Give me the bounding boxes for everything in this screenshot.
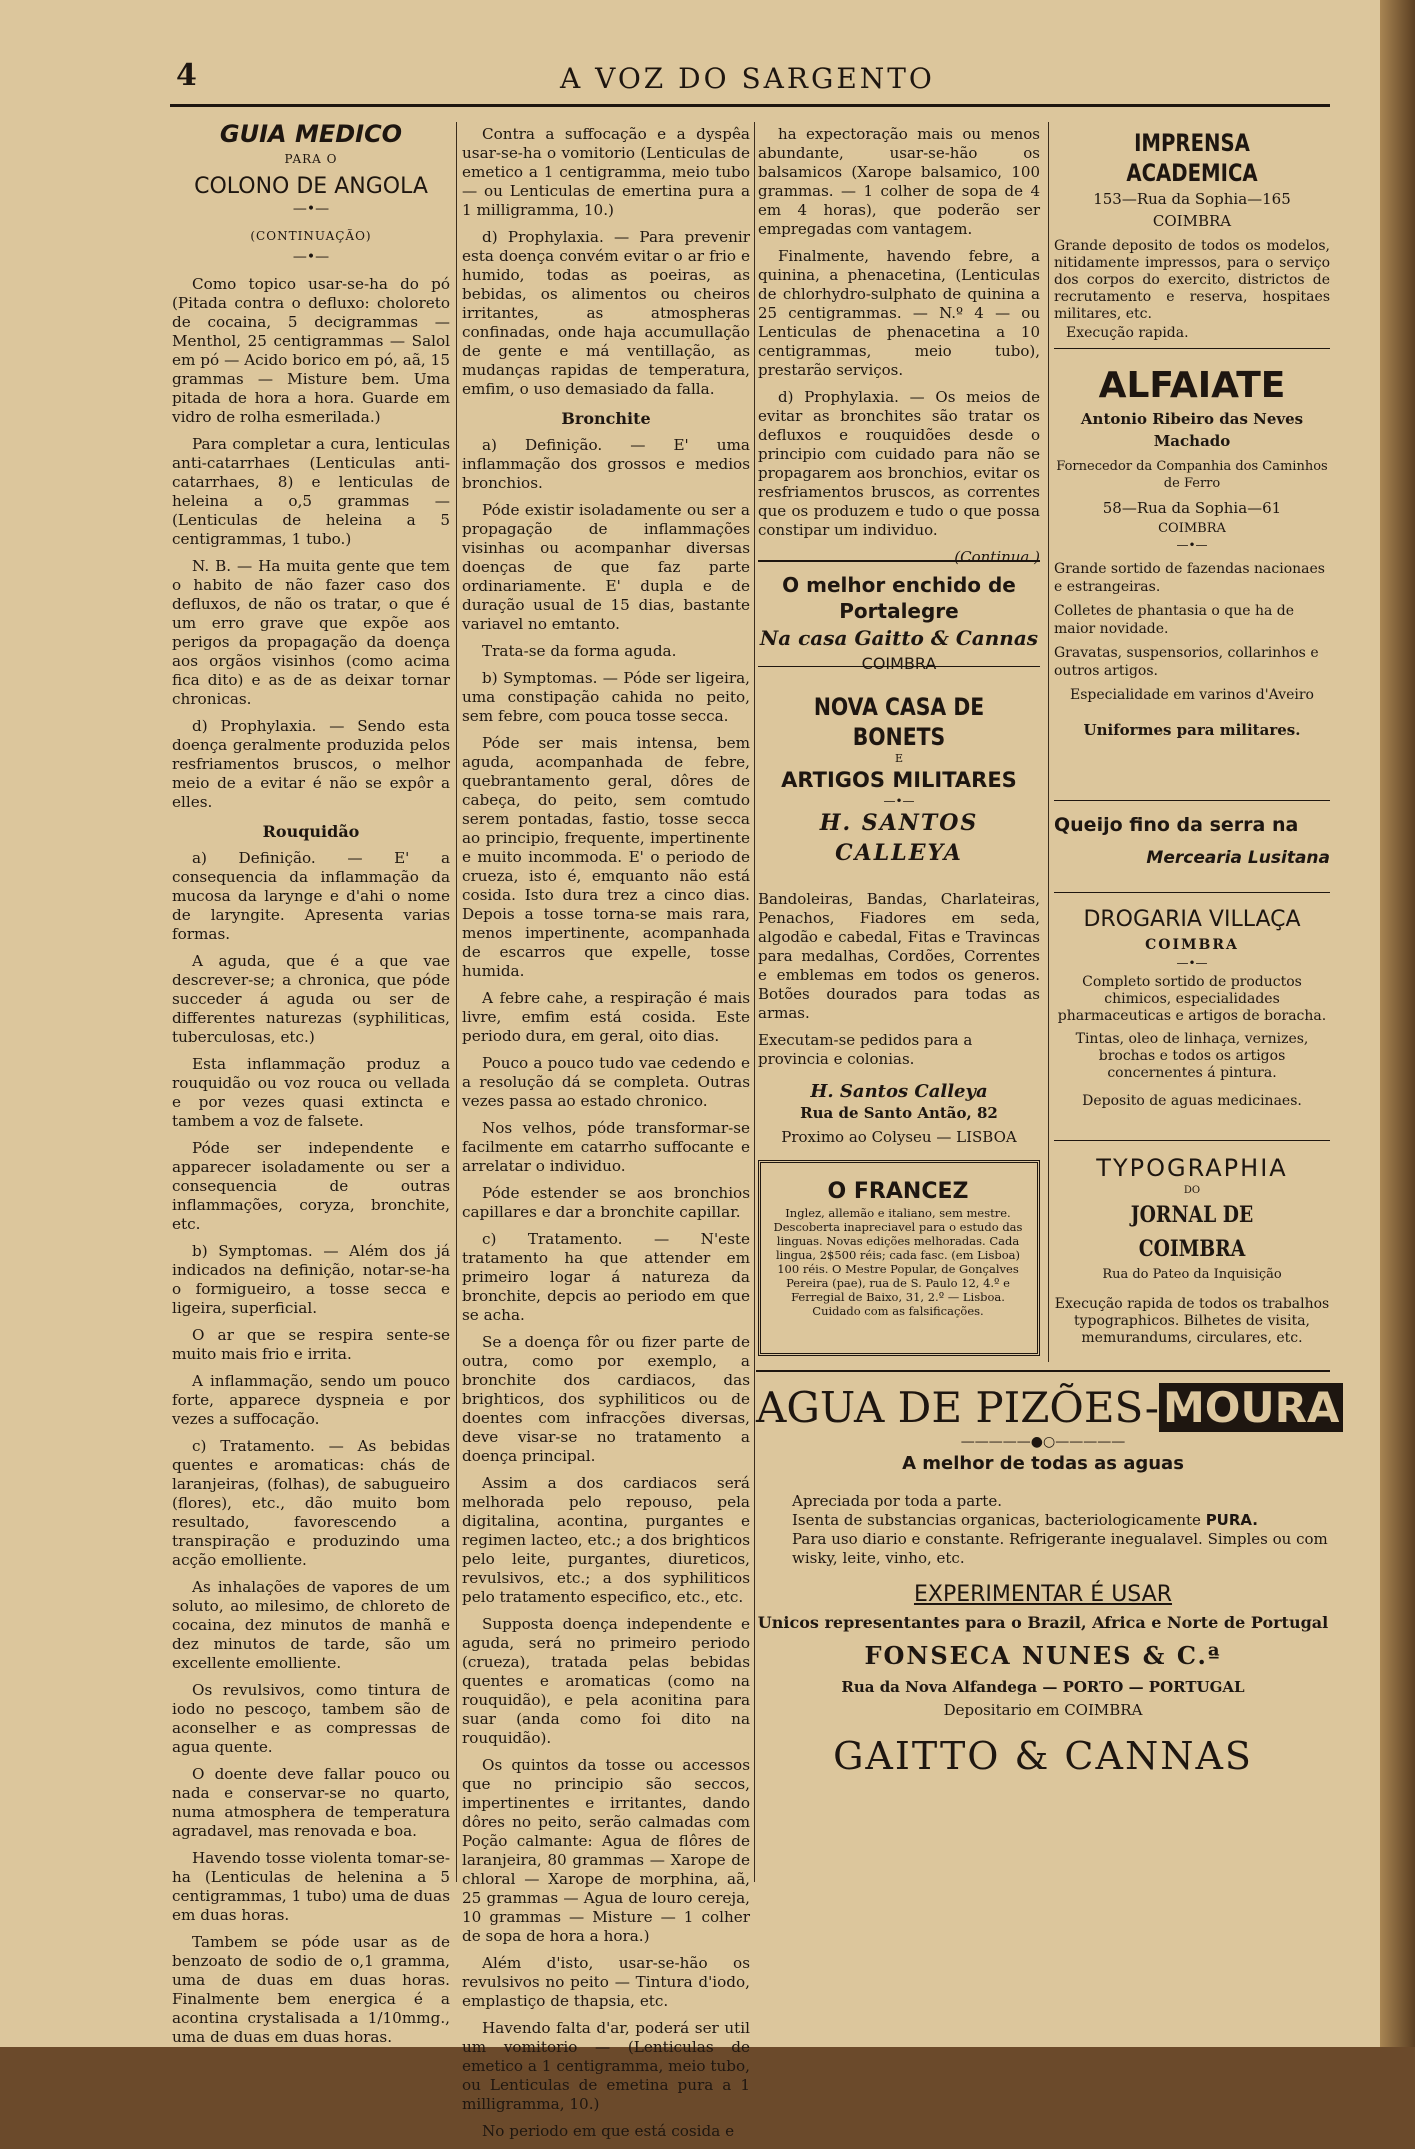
paragraph: Pouco a pouco tudo vae cedendo e a resolução dá se completa. Outras vezes passa ao estado chronico.: [462, 1054, 750, 1110]
ad-title: DROGARIA VILLAÇA: [1083, 907, 1301, 932]
ad-body-text: Isenta de substancias organicas, bacteriologicamente: [792, 1511, 1206, 1529]
paragraph: Contra a suffocação e a dyspêa usar-se-ha o vomitorio (Lenticulas de emetico a 1 centigramma, meio tubo — ou Lenticulas de emertina pura a 1 milligramma, 10.): [462, 125, 750, 219]
section-heading: Bronchite: [561, 409, 651, 428]
paragraph: Para completar a cura, lenticulas anti-catarrhaes (Lenticulas anti-catarrhaes, 8) e lenticulas de heleina a o,5 grammas — (Lenticulas de heleina a 5 centigrammas, 1 tubo.): [172, 435, 450, 548]
paragraph: a) Definição. — E' uma inflammação dos grossos e medios bronchios.: [462, 436, 750, 492]
ad-address: Proximo ao Colyseu — LISBOA: [781, 1128, 1017, 1146]
ad-body: Execução rapida de todos os trabalhos typographicos. Bilhetes de visita, memurandums, circulares, etc.: [1054, 1296, 1330, 1346]
ad-body: Gravatas, suspensorios, collarinhos e outros artigos.: [1054, 645, 1319, 679]
ad-title-brand: MOURA: [1159, 1383, 1343, 1432]
ad-body: Grande deposito de todos os modelos, nitidamente impressos, para o serviço dos corpos do exercito, districtos de recrutamento e reserva, hospitaes militares, etc.: [1054, 238, 1330, 322]
ad-divider: [758, 560, 1040, 562]
paragraph: No periodo em que está cosida e: [482, 2122, 735, 2140]
continued-note: (Continua.): [954, 548, 1040, 566]
paragraph: Esta inflammação produz a rouquidão ou voz rouca ou vellada e por vezes quasi extincta e tambem a voz de falsete.: [172, 1055, 450, 1130]
ad-body: Unicos representantes para o Brazil, Africa e Norte de Portugal: [757, 1613, 1329, 1632]
ad-address: 153—Rua da Sophia—165: [1093, 190, 1291, 208]
ad-divider: [1054, 348, 1330, 349]
ad-subtitle: A melhor de todas as aguas: [902, 1453, 1184, 1474]
article-heading: COLONO DE ANGOLA: [194, 174, 428, 199]
ad-name: JORNAL DE COIMBRA: [1130, 1202, 1254, 1262]
ad-address: 58—Rua da Sophia—61: [1102, 499, 1282, 517]
ad-divider: [1054, 800, 1330, 801]
continuation-note: (CONTINUAÇÃO): [250, 229, 372, 243]
ad-divider: [1054, 892, 1330, 893]
ad-body: Colletes de phantasia o que ha de maior novidade.: [1054, 603, 1295, 637]
paragraph: As inhalações de vapores de um soluto, ao milesimo, de chloreto de cocaina, dez minutos de manhã e dez minutos de tarde, são um excellente emolliente.: [172, 1578, 450, 1672]
ad-body: Inglez, allemão e italiano, sem mestre. Descoberta inapreciavel para o estudo das linguas. Novas edições melhoradas. Cada lingua, 2$500 réis; cada fasc. (em Lisboa) 100 réis. O Mestre Popular, de Gonçalves Pereira (pae), rua de S. Paulo 12, 4.º e Ferregial de Baixo, 31, 2.º — Lisboa. Cuidado com as falsificações.: [773, 1206, 1023, 1318]
ad-body: Para uso diario e constante. Refrigerante inegualavel. Simples ou com wisky, leite, vinho, etc.: [792, 1530, 1328, 1567]
ad-line: O melhor enchido de Portalegre: [782, 573, 1016, 623]
paragraph: Tambem se póde usar as de benzoato de sodio de o,1 gramma, uma de duas em duas horas. Finalmente bem energica é a acontina crystalisada a 1/10mmg., uma de duas em duas horas.: [172, 1933, 450, 2046]
ad-typographia: [1054, 1152, 1330, 1347]
ad-title: [756, 1382, 1340, 1434]
paragraph: N. B. — Ha muita gente que tem o habito de não fazer caso dos defluxos, de não os tratar, o que é um erro grave que expõe aos perigos da propagação da doença aos orgãos visinhos (como acima fica dito) e as de as deixar tornar chronicas.: [172, 557, 450, 708]
ad-body: Deposito de aguas medicinaes.: [1082, 1093, 1302, 1109]
article-column-1: [172, 120, 450, 2055]
ad-queijo: [1054, 812, 1330, 878]
paragraph: Nos velhos, póde transformar-se facilmente em catarrho suffocante e arrelatar o individuo.: [462, 1119, 750, 1175]
header-rule: [170, 104, 1330, 107]
ad-title: ALFAIATE: [1098, 365, 1286, 406]
paragraph: A aguda, que é a que vae descrever-se; a chronica, que póde succeder á aguda ou ser de differentes naturezas (syphiliticas, tuberculosas, etc.): [172, 952, 450, 1046]
ad-title: ARTIGOS MILITARES: [781, 768, 1017, 792]
column-divider: [1048, 122, 1049, 1362]
ad-title: O FRANCEZ: [827, 1179, 969, 1204]
paragraph: Além d'isto, usar-se-hão os revulsivos no peito — Tintura d'iodo, emplastiço de thapsia, etc.: [462, 1954, 750, 2010]
ad-city: COIMBRA: [1145, 937, 1239, 953]
paragraph: A inflammação, sendo um pouco forte, apparece dyspneia e por vezes a suffocação.: [172, 1372, 450, 1428]
paragraph: Como topico usar-se-ha do pó (Pitada contra o defluxo: choloreto de cocaina, 5 decigrammas — Menthol, 25 centigrammas — Salol em pó — Acido borico em pó, aã, 15 grammas — Misture bem. Uma pitada de hora a hora. Guarde em vidro de rolha esmerilada.): [172, 275, 450, 426]
ornament: —————●○—————: [960, 1434, 1126, 1450]
ad-city: COIMBRA: [1158, 521, 1226, 536]
paragraph: O ar que se respira sente-se muito mais frio e irrita.: [172, 1326, 450, 1363]
column-divider: [754, 122, 755, 1882]
paragraph: Póde ser mais intensa, bem aguda, acompanhada de febre, quebrantamento geral, dôres de cabeça, do peito, sem comtudo serem pontadas, fastio, tosse secca ao principio, frequente, impertinente e muito incommoda. E' o periodo de crueza, isto é, emquanto não está cosida. Isto dura trez a cinco dias. Depois a tosse torna-se mais rara, menos impertinente, acompanhada de escarros que expelle, tosse humida.: [462, 734, 750, 980]
ad-body: Especialidade em varinos d'Aveiro: [1070, 687, 1314, 703]
ad-divider: [756, 1370, 1330, 1372]
ad-subtitle: Fornecedor da Companhia dos Caminhos de Ferro: [1056, 459, 1328, 491]
ad-line: DO: [1183, 1185, 1201, 1196]
ad-agua-pizoes: [756, 1382, 1340, 1784]
paragraph: b) Symptomas. — Além dos já indicados na definição, notar-se-ha o formigueiro, a tosse secca e ligeira, superficial.: [172, 1242, 450, 1317]
paragraph: d) Prophylaxia. — Os meios de evitar as bronchites são tratar os defluxos e rouquidões desde o principio com cuidado para não se propagarem aos bronchios, evitar os resfriamentos bruscos, as correntes que os produzem e tudo o que possa constipar um individuo.: [758, 388, 1040, 539]
page-number: 4: [176, 58, 197, 93]
paragraph: a) Definição. — E' a consequencia da inflammação da mucosa da larynge e d'ahi o nome de laryngite. Apresenta varias formas.: [172, 849, 450, 943]
ad-body: Apreciada por toda a parte.: [792, 1492, 1002, 1510]
ad-body: Uniformes para militares.: [1083, 721, 1301, 739]
paragraph: Póde existir isoladamente ou ser a propagação de inflammações visinhas ou acompanhar diversas doenças de que faz parte ordinariamente. E' dupla e de duração usual de 15 dias, bastante variavel no emtanto.: [462, 501, 750, 633]
ad-body: Tintas, oleo de linhaça, vernizes, brochas e todos os artigos concernentes á pintura.: [1075, 1031, 1309, 1081]
ad-line: E: [894, 752, 904, 765]
ad-body: Grande sortido de fazendas nacionaes e estrangeiras.: [1054, 561, 1325, 595]
ad-body: Bandoleiras, Bandas, Charlateiras, Penachos, Fiadores em seda, algodão e cabedal, Fitas e Travincas para medalhas, Cordões, Correntes e emblemas em todos os generos. Botões dourados para todas as armas.: [758, 890, 1040, 1022]
paragraph: Finalmente, havendo febre, a quinina, a phenacetina, (Lenticulas de chlorhydro-sulphato de quinina a 25 centigrammas. — N.º 4 — ou Lenticulas de phenacetina a 10 centigrammas, meio tubo), prestarão serviços.: [758, 247, 1040, 379]
ornament: —•—: [292, 201, 330, 217]
paragraph: ha expectoração mais ou menos abundante, usar-se-hão os balsamicos (Xarope balsamico, 100 grammas. — 1 colher de sopa de 4 em 4 horas), que poderão ser empregadas com vantagem.: [758, 125, 1040, 238]
ad-slogan: EXPERIMENTAR É USAR: [913, 1582, 1173, 1607]
ad-firm: GAITTO & CANNAS: [833, 1734, 1253, 1778]
ad-title: TYPOGRAPHIA: [1096, 1154, 1288, 1182]
ad-address: Rua do Pateo da Inquisição: [1102, 1267, 1282, 1282]
paragraph: Trata-se da forma aguda.: [482, 642, 677, 660]
paragraph: c) Tratamento. — N'este tratamento ha que attender em primeiro logar á natureza da bronchite, depcis ao periodo em que se acha.: [462, 1230, 750, 1324]
ad-body: Completo sortido de productos chimicos, especialidades pharmaceuticas e artigos de boracha.: [1057, 974, 1327, 1024]
ad-firm: FONSECA NUNES & C.ª: [864, 1641, 1222, 1670]
ad-line: COIMBRA: [861, 654, 937, 673]
article-title: GUIA MEDICO: [219, 120, 403, 148]
article-column-2: [462, 125, 750, 2149]
ornament: —•—: [1176, 538, 1208, 552]
article-subtitle: PARA O: [284, 152, 338, 166]
ad-alfaiate: [1054, 364, 1330, 740]
paragraph: Se a doença fôr ou fizer parte de outra, como por exemplo, a bronchite dos cardiacos, das brighticos, dos syphiliticos ou de doentes com infracções diversas, deve visar-se no tratamento a doença principal.: [462, 1333, 750, 1465]
ad-body: Depositario em COIMBRA: [943, 1701, 1143, 1719]
ad-imprensa: [1054, 128, 1330, 343]
paragraph: b) Symptomas. — Póde ser ligeira, uma constipação cahida no peito, sem febre, com pouca tosse secca.: [462, 669, 750, 725]
column-divider: [456, 122, 457, 1882]
article-column-3: [758, 125, 1040, 567]
ornament: —•—: [883, 794, 915, 808]
ad-divider: [758, 666, 1040, 667]
paragraph: c) Tratamento. — As bebidas quentes e aromaticas: chás de laranjeiras, (folhas), de sabugueiro (flores), etc., dão muito bom resultado, favorescendo a transpiração e produzindo uma acção emolliente.: [172, 1437, 450, 1569]
ad-title-text: AGUA DE PIZÕES-: [756, 1383, 1159, 1432]
ad-address: Rua de Santo Antão, 82: [800, 1104, 998, 1122]
section-heading: Rouquidão: [262, 822, 360, 841]
ad-name: H. SANTOS CALLEYA: [819, 810, 979, 866]
paragraph: d) Prophylaxia. — Sendo esta doença geralmente produzida pelos resfriamentos bruscos, o melhor meio de a evitar é não se expôr a elles.: [172, 717, 450, 811]
ad-line: Na casa Gaitto & Cannas: [759, 626, 1039, 650]
ad-title: NOVA CASA DE BONETS: [813, 693, 985, 751]
ad-body: [756, 1511, 1330, 1530]
paragraph: Supposta doença independente e aguda, será no primeiro periodo (crueza), tratada pelas bebidas quentes e aromaticas (como na rouquidão), e pela aconitina para suar (anda como foi dito na rouquidão).: [462, 1615, 750, 1747]
paragraph: d) Prophylaxia. — Para prevenir esta doença convém evitar o ar frio e humido, todas as poeiras, as bebidas, os alimentos ou cheiros irritantes, as atmospheras confinadas, onde haja accumullação de gente e má ventillação, as mudanças rapidas de temperatura, emfim, o uso demasiado da falla.: [462, 228, 750, 398]
ad-francez: [772, 1178, 1024, 1318]
ad-body-emphasis: PURA.: [1205, 1511, 1258, 1529]
ad-name: Antonio Ribeiro das Neves Machado: [1080, 410, 1304, 450]
ad-body: Executam-se pedidos para a provincia e colonias.: [758, 1031, 973, 1068]
ad-portalegre: [758, 572, 1040, 676]
ad-body: Execução rapida.: [1066, 325, 1189, 341]
paragraph: Os revulsivos, como tintura de iodo no pescoço, tambem são de aconselher e as compressas de agua quente.: [172, 1681, 450, 1756]
ad-drogaria: [1054, 906, 1330, 1112]
paragraph: Assim a dos cardiacos será melhorada pelo repouso, pela digitalina, acontina, purgantes e regimen lacteo, etc.; a dos brighticos pelo leite, purgantes, diureticos, revulsivos, etc.; a dos syphiliticos pelo tratamento especifico, etc., etc.: [462, 1474, 750, 1606]
ad-city: COIMBRA: [1152, 212, 1232, 230]
paragraph: O doente deve fallar pouco ou nada e conservar-se no quarto, numa atmosphera de temperatura agradavel, mas renovada e boa.: [172, 1765, 450, 1840]
ornament: —•—: [1176, 956, 1208, 970]
ad-title: IMPRENSA ACADEMICA: [1126, 129, 1258, 187]
paragraph: Póde estender se aos bronchios capillares e dar a bronchite capillar.: [462, 1184, 750, 1221]
ad-address: Rua da Nova Alfandega — PORTO — PORTUGAL: [841, 1678, 1245, 1696]
ad-line: Mercearia Lusitana: [1146, 848, 1330, 868]
paragraph: Póde ser independente e apparecer isoladamente ou ser a consequencia de outras inflammações, coryza, bronchite, etc.: [172, 1139, 450, 1233]
paragraph: Os quintos da tosse ou accessos que no principio são seccos, impertinentes e irritantes, dando dôres no peito, serão calmadas com Poção calmante: Agua de flôres de laranjeira, 80 grammas — Xarope de chloral — Xarope de morphina, aã, 25 grammas — Agua de louro cereja, 10 grammas — Misture — 1 colher de sopa de hora a hora.): [462, 1756, 750, 1945]
ad-line: Queijo fino da serra na: [1054, 814, 1299, 836]
newspaper-title: A VOZ DO SARGENTO: [560, 62, 935, 95]
ad-signature: H. Santos Calleya: [810, 1081, 988, 1102]
paragraph: Havendo tosse violenta tomar-se-ha (Lenticulas de helenina a 5 centigrammas, 1 tubo) uma de duas em duas horas.: [172, 1849, 450, 1924]
ad-divider: [1054, 1140, 1330, 1141]
paragraph: A febre cahe, a respiração é mais livre, emfim está cosida. Este periodo dura, em geral, oito dias.: [462, 989, 750, 1045]
ornament: —•—: [292, 249, 330, 265]
ad-bonets: [758, 692, 1040, 1150]
paragraph: Havendo falta d'ar, poderá ser util um vomitorio — (Lenticulas de emetico a 1 centigramma, meio tubo, ou Lenticulas de emetina pura a 1 milligramma, 10.): [462, 2019, 750, 2113]
page-edge: [1380, 0, 1415, 2047]
